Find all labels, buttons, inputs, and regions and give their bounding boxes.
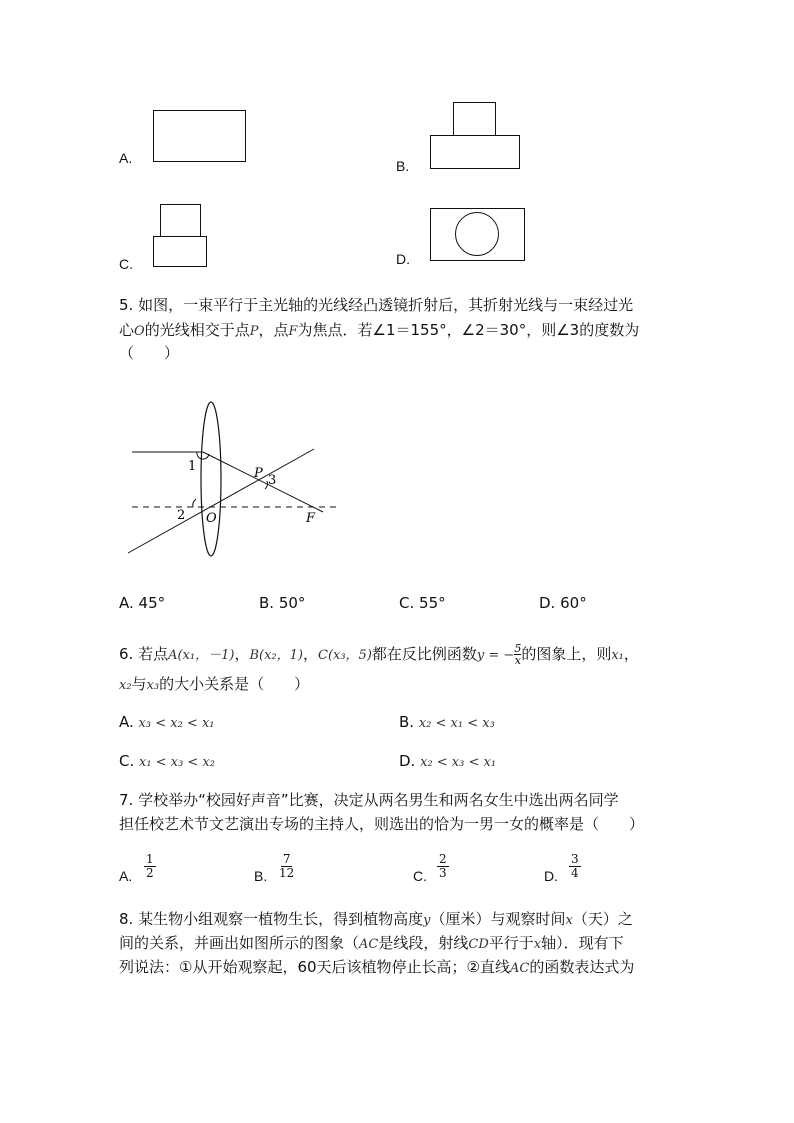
label-point-O: O <box>206 511 217 526</box>
fraction-numerator: 1 <box>146 852 154 866</box>
option-label: A. <box>119 713 134 731</box>
fraction-denominator: x <box>514 654 521 667</box>
q6-point-b: B(x₂，1) <box>249 648 303 663</box>
q4-option-b-top-block <box>453 102 496 136</box>
fraction-denominator: 12 <box>279 866 295 880</box>
q7-stem-line2: 担任校艺术节文艺演出专场的主持人，则选出的恰为一男一女的概率是（ ） <box>119 815 645 833</box>
q6-option-b[interactable] <box>399 711 495 735</box>
q6-text: 的图象上，则 <box>521 645 612 663</box>
q7-stem-line1: 7. 学校举办“校园好声音”比赛，决定从两名男生和两名女生中选出两名同学 <box>119 791 619 809</box>
q8-text: 列说法：①从开始观察起，60天后该植物停止长高；②直线 <box>119 958 510 976</box>
fraction-numerator: 2 <box>439 852 447 866</box>
q6-option-d[interactable] <box>399 750 496 774</box>
q4-option-d-label: D. <box>396 251 410 267</box>
q4-option-d-circle <box>455 212 499 256</box>
option-value: x₁ < x₃ < x₂ <box>139 755 215 770</box>
option-value: 55° <box>419 594 446 612</box>
q8-text: 是线段，射线 <box>378 934 469 952</box>
q8-text: 轴）．现有下 <box>541 934 624 952</box>
label-angle-2: 2 <box>177 508 186 523</box>
option-value: x₂ < x₃ < x₁ <box>420 755 497 770</box>
label-angle-1: 1 <box>188 459 197 474</box>
q8-var-ac: AC <box>359 937 379 952</box>
q8-var-ac: AC <box>509 961 530 976</box>
q5-stem-line2 <box>119 319 639 343</box>
option-value: 50° <box>278 594 306 612</box>
q5-text: 心 <box>119 321 135 339</box>
fraction-denominator: 2 <box>146 866 154 880</box>
q7-option-d-fraction <box>569 853 581 880</box>
q5-option-a[interactable] <box>119 592 165 614</box>
q8-stem-line2 <box>119 932 624 956</box>
option-label: C. <box>413 868 427 884</box>
q7-option-b-fraction <box>279 853 294 880</box>
option-label: B. <box>399 713 415 731</box>
q8-text: （厘米）与观察时间 <box>430 910 566 928</box>
q6-var-x2: x₂ <box>119 678 132 693</box>
q4-option-c-bottom-block <box>153 236 207 267</box>
option-label: A. <box>119 868 133 884</box>
q4-option-b-bottom-block <box>430 135 520 169</box>
q8-text: 8. 某生物小组观察一植物生长，得到植物高度 <box>119 910 424 928</box>
q5-option-b[interactable] <box>259 592 305 614</box>
q5-stem-line1: 5. 如图，一束平行于主光轴的光线经凸透镜折射后，其折射光线与一束经过光 <box>119 296 634 314</box>
q6-point-c: C(x₃，5) <box>318 648 372 663</box>
q7-option-a-fraction <box>144 853 156 880</box>
q4-option-c-label: C. <box>119 256 133 272</box>
option-value: x₂ < x₁ < x₃ <box>418 716 495 731</box>
q6-stem-line2 <box>119 673 309 697</box>
q8-var-x: x <box>565 913 573 928</box>
q6-text: 的大小关系是（ ） <box>159 675 310 693</box>
q8-text: （天）之 <box>572 910 633 928</box>
option-label: C. <box>399 594 415 612</box>
q5-option-d[interactable] <box>539 592 587 614</box>
q5-text: 的光线相交于点 <box>144 321 250 339</box>
label-angle-3: 3 <box>268 473 277 488</box>
q4-option-b-label: B. <box>396 158 410 174</box>
q5-text: 为焦点．若∠1＝155°，∠2＝30°，则∠3的度数为 <box>297 321 640 339</box>
fraction-denominator: 3 <box>439 866 447 880</box>
q8-var-cd: CD <box>468 937 489 952</box>
q8-var-y: y <box>423 913 431 928</box>
q6-text: ， <box>302 645 318 663</box>
option-label: D. <box>544 868 558 884</box>
q6-text: 与 <box>131 675 147 693</box>
q8-text: 平行于 <box>488 934 534 952</box>
q5-var-O: O <box>134 324 145 339</box>
q5-var-F: F <box>288 324 298 339</box>
q8-text: 的函数表达式为 <box>529 958 635 976</box>
fraction-numerator: 5 <box>514 642 522 655</box>
option-label: B. <box>259 594 275 612</box>
option-label: D. <box>539 594 556 612</box>
option-value: 60° <box>560 594 587 612</box>
q4-option-c-top-block <box>160 204 201 237</box>
angle-1-arc <box>197 452 209 459</box>
q6-stem-line1 <box>119 643 639 667</box>
q8-var-x: x <box>533 937 542 952</box>
option-label: B. <box>254 868 268 884</box>
q8-stem-line3 <box>119 956 634 980</box>
q8-stem-line1 <box>119 908 633 932</box>
fraction-denominator: 4 <box>571 866 579 880</box>
q6-point-a: A(x₁，－1) <box>168 648 235 663</box>
q6-option-a[interactable] <box>119 711 215 735</box>
q8-text: 间的关系，并画出如图所示的图象（ <box>119 934 360 952</box>
fraction-numerator: 3 <box>571 852 579 866</box>
q6-text: ， <box>623 645 639 663</box>
q6-text: ， <box>234 645 250 663</box>
fraction-numerator: 7 <box>282 852 291 866</box>
q6-var-x3: x₃ <box>146 678 160 693</box>
q6-var-x1: x₁ <box>611 648 624 663</box>
q5-text: ，点 <box>258 321 289 339</box>
q6-function-lhs: y = − <box>476 648 515 663</box>
option-label: A. <box>119 594 134 612</box>
q7-option-c-fraction <box>437 853 449 880</box>
q5-lens-diagram <box>120 395 350 565</box>
q4-option-a-rectangle <box>153 110 246 162</box>
option-label: C. <box>119 752 135 770</box>
option-label: D. <box>399 752 416 770</box>
q5-var-P: P <box>249 324 259 339</box>
q4-option-a-label: A. <box>119 150 133 166</box>
q5-option-c[interactable] <box>399 592 446 614</box>
angle-2-arc <box>193 499 196 507</box>
option-value: x₃ < x₂ < x₁ <box>138 716 215 731</box>
q6-option-c[interactable] <box>119 750 215 774</box>
label-point-F: F <box>306 511 316 526</box>
label-point-P: P <box>254 466 263 481</box>
q6-text: 6. 若点 <box>119 645 169 663</box>
convex-lens <box>201 402 221 556</box>
q5-stem-line3: （ ） <box>119 344 180 362</box>
q6-text: 都在反比例函数 <box>371 645 477 663</box>
option-value: 45° <box>138 594 166 612</box>
